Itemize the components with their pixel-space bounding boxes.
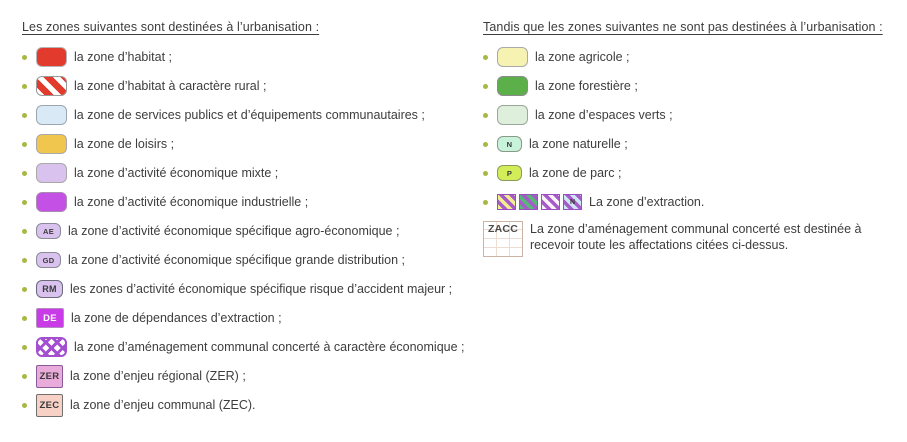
legend-item-label: la zone de dépendances d’extraction ; bbox=[71, 311, 282, 325]
swatch-acc-economique-icon bbox=[36, 337, 67, 357]
legend-item-dependances-extraction bbox=[22, 308, 474, 328]
bullet-icon bbox=[483, 113, 488, 118]
swatch-habitat-icon bbox=[36, 47, 67, 67]
bullet-icon bbox=[22, 403, 27, 408]
legend-item-enjeu-communal bbox=[22, 395, 474, 415]
bullet-icon bbox=[483, 171, 488, 176]
legend-item-parc bbox=[483, 163, 905, 183]
legend-item-label: la zone d’aménagement communal concerté à caractère économique ; bbox=[74, 340, 465, 354]
swatch-loisirs-icon bbox=[36, 134, 67, 154]
legend-item-agricole bbox=[483, 47, 905, 67]
legend-item-label: la zone de parc ; bbox=[529, 166, 622, 180]
legend-item-label: La zone d’extraction. bbox=[589, 195, 705, 209]
swatch-services-publics-icon bbox=[36, 105, 67, 125]
swatch-espaces-verts-icon bbox=[497, 105, 528, 125]
legend-item-naturelle bbox=[483, 134, 905, 154]
legend-item-label: la zone d’activité économique spécifique agro-économique ; bbox=[68, 224, 400, 238]
swatch-extraction-cell-icon bbox=[497, 194, 516, 210]
swatch-activite-mixte-icon bbox=[36, 163, 67, 183]
legend-item-label: la zone de loisirs ; bbox=[74, 137, 175, 151]
right-column-items bbox=[483, 47, 905, 212]
swatch-habitat-rural-icon bbox=[36, 76, 67, 96]
bullet-icon bbox=[22, 84, 27, 89]
non-urbanisation-zones-column bbox=[483, 20, 905, 257]
swatch-extraction-cell-icon bbox=[541, 194, 560, 210]
bullet-icon bbox=[22, 345, 27, 350]
swatch-dependances-extraction-icon: DE bbox=[36, 308, 64, 328]
swatch-forestiere-icon bbox=[497, 76, 528, 96]
swatch-activite-grande-distribution-icon: GD bbox=[36, 252, 61, 268]
left-column-header: Les zones suivantes sont destinées à l’urbanisation : bbox=[22, 20, 320, 34]
legend-item-loisirs bbox=[22, 134, 474, 154]
bullet-icon bbox=[22, 287, 27, 292]
legend-item-label: la zone de services publics et d’équipements communautaires ; bbox=[74, 108, 425, 122]
legend-item-activite-agro-economique bbox=[22, 221, 474, 241]
legend-item-activite-mixte bbox=[22, 163, 474, 183]
bullet-icon bbox=[22, 142, 27, 147]
bullet-icon bbox=[22, 171, 27, 176]
legend-item-services-publics bbox=[22, 105, 474, 125]
legend-item-habitat-rural bbox=[22, 76, 474, 96]
legend-item-activite-risque-majeur bbox=[22, 279, 474, 299]
bullet-icon bbox=[483, 142, 488, 147]
bullet-icon bbox=[22, 55, 27, 60]
bullet-icon bbox=[22, 258, 27, 263]
right-column-header: Tandis que les zones suivantes ne sont pas destinées à l’urbanisation : bbox=[483, 20, 883, 34]
legend-item-label: la zone d’habitat ; bbox=[74, 50, 172, 64]
legend-item-label: la zone naturelle ; bbox=[529, 137, 628, 151]
swatch-enjeu-communal-icon: ZEC bbox=[36, 394, 63, 417]
legend-item-label: la zone d’enjeu communal (ZEC). bbox=[70, 398, 256, 412]
legend-item-label: la zone d’espaces verts ; bbox=[535, 108, 673, 122]
zacc-note bbox=[483, 221, 905, 257]
legend-item-activite-industrielle bbox=[22, 192, 474, 212]
swatch-extraction-cell-icon: N bbox=[563, 194, 582, 210]
urbanisation-zones-column bbox=[22, 20, 474, 424]
legend-item-habitat bbox=[22, 47, 474, 67]
bullet-icon bbox=[22, 374, 27, 379]
legend-item-activite-grande-distribution bbox=[22, 250, 474, 270]
legend-item-acc-economique bbox=[22, 337, 474, 357]
legend-item-forestiere bbox=[483, 76, 905, 96]
legend-item-espaces-verts bbox=[483, 105, 905, 125]
swatch-enjeu-regional-icon: ZER bbox=[36, 365, 63, 388]
bullet-icon bbox=[22, 316, 27, 321]
swatch-activite-agro-economique-icon: AE bbox=[36, 223, 61, 239]
swatch-extraction-cell-icon bbox=[519, 194, 538, 210]
legend-item-label: les zones d’activité économique spécifique risque d’accident majeur ; bbox=[70, 282, 453, 296]
bullet-icon bbox=[483, 55, 488, 60]
bullet-icon bbox=[483, 84, 488, 89]
bullet-icon bbox=[22, 229, 27, 234]
legend-item-label: la zone d’habitat à caractère rural ; bbox=[74, 79, 267, 93]
swatch-parc-icon: P bbox=[497, 165, 522, 181]
legend-item-label: la zone d’activité économique spécifique grande distribution ; bbox=[68, 253, 406, 267]
swatch-extraction-icon bbox=[497, 194, 582, 210]
swatch-naturelle-icon: N bbox=[497, 136, 522, 152]
bullet-icon bbox=[483, 200, 488, 205]
legend-item-label: la zone agricole ; bbox=[535, 50, 630, 64]
legend-item-enjeu-regional bbox=[22, 366, 474, 386]
legend-item-extraction bbox=[483, 192, 905, 212]
legend-item-label: la zone d’enjeu régional (ZER) ; bbox=[70, 369, 246, 383]
legend-item-label: la zone d’activité économique mixte ; bbox=[74, 166, 279, 180]
swatch-activite-industrielle-icon bbox=[36, 192, 67, 212]
swatch-activite-risque-majeur-icon: RM bbox=[36, 280, 63, 298]
legend-item-label: la zone d’activité économique industrielle ; bbox=[74, 195, 309, 209]
zacc-grid-swatch: ZACC bbox=[483, 221, 523, 257]
legend-item-label: la zone forestière ; bbox=[535, 79, 638, 93]
bullet-icon bbox=[22, 113, 27, 118]
swatch-agricole-icon bbox=[497, 47, 528, 67]
bullet-icon bbox=[22, 200, 27, 205]
zacc-note-text: La zone d’aménagement communal concerté est destinée à recevoir toute les affectations citées ci-dessus. bbox=[530, 222, 862, 253]
left-column-items bbox=[22, 47, 474, 415]
